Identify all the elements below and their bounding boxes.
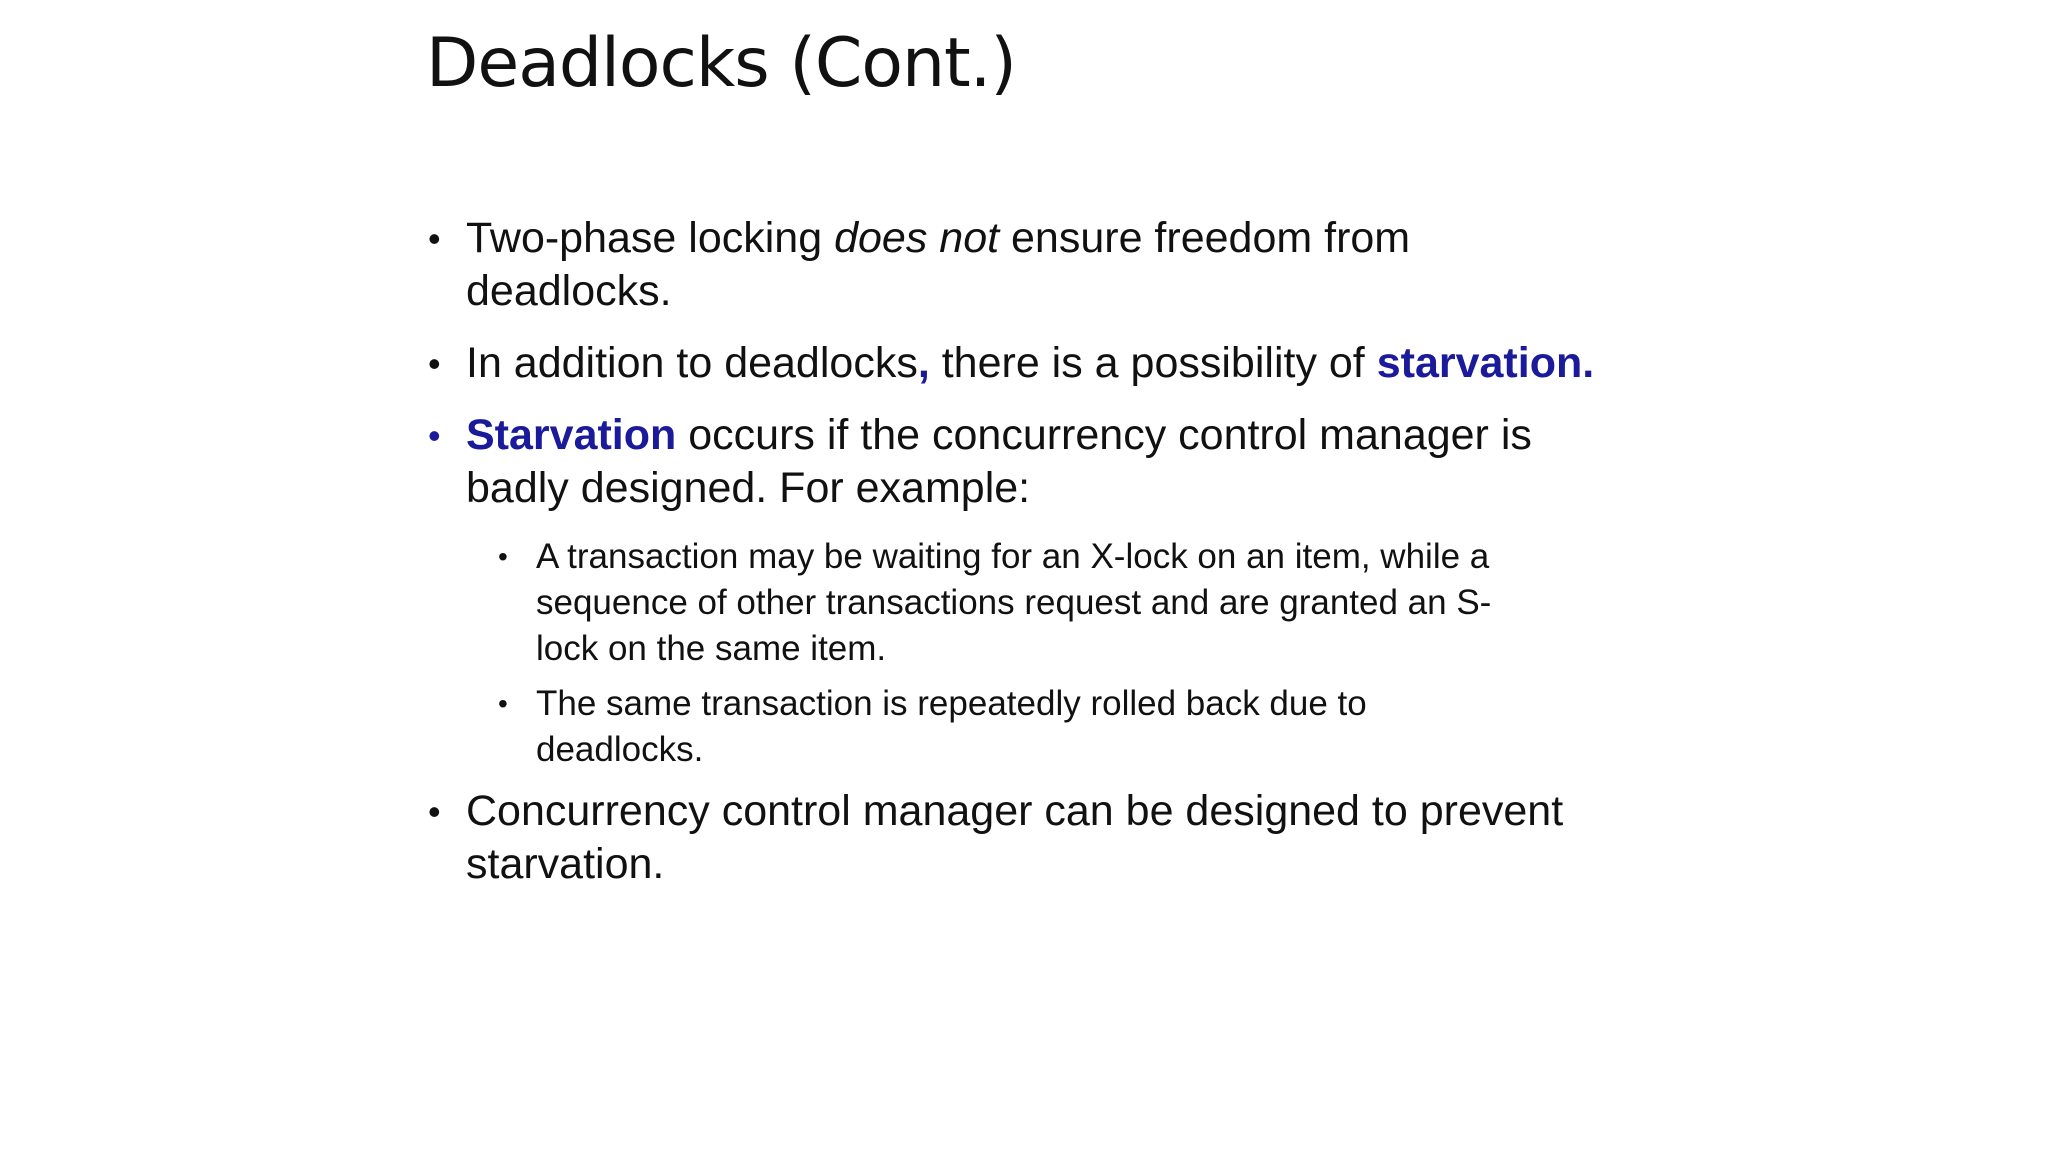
bullet-text: ensure freedom from deadlocks.	[466, 214, 1411, 315]
sub-bullet-text: A transaction may be waiting for an X-lock on an item, while a sequence of other transactions request and are granted an S-lock on the same item.	[536, 537, 1492, 668]
emphasis-text: does not	[834, 214, 1000, 262]
bullet-text: In addition to deadlocks	[466, 339, 918, 387]
slide-body	[426, 212, 1606, 910]
bullet-two-phase-locking	[426, 212, 1606, 318]
bullet-dot-icon: •	[428, 415, 441, 456]
bullet-dot-icon: •	[428, 218, 441, 259]
bullet-dot-icon: •	[428, 343, 441, 384]
keyword-starvation: Starvation	[466, 411, 689, 459]
sub-bullet-text: The same transaction is repeatedly rolled back due to deadlocks.	[536, 684, 1367, 769]
bullet-starvation-possibility	[426, 337, 1606, 390]
slide-title: Deadlocks (Cont.)	[426, 24, 1016, 103]
sub-bullet-rolled-back	[496, 681, 1536, 773]
bullet-dot-icon: •	[428, 791, 441, 832]
bullet-text: there is a possibility of	[929, 339, 1377, 387]
bullet-text: Concurrency control manager can be designed to prevent starvation.	[466, 787, 1564, 888]
bullet-dot-icon: •	[498, 688, 508, 719]
accent-comma: ,	[917, 339, 930, 387]
sub-bullet-x-lock-wait	[496, 534, 1536, 672]
bullet-starvation-definition	[426, 409, 1606, 515]
keyword-starvation: starvation.	[1376, 339, 1595, 387]
starvation-examples	[426, 534, 1606, 773]
bullet-dot-icon: •	[498, 541, 508, 572]
bullet-text: occurs if the concurrency control manager is badly designed. For example:	[466, 411, 1532, 512]
bullet-prevent-starvation	[426, 785, 1606, 891]
bullet-text: Two-phase locking	[466, 214, 835, 262]
